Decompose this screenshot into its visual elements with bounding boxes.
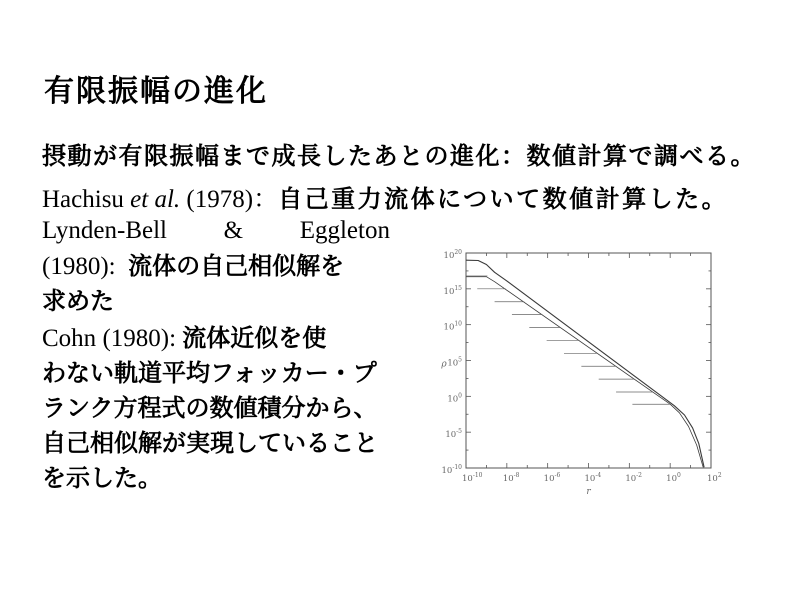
- svg-text:10-10: $10^{-10}$: [462, 472, 483, 484]
- svg-text:105: $10^5$: [447, 356, 462, 369]
- hachisu-line: [42, 179, 728, 215]
- lynden-name1: Lynden-Bell: [42, 217, 167, 244]
- svg-text:r: r: [586, 487, 591, 497]
- lynden-line-3: 求めた: [42, 287, 114, 315]
- svg-text:100: $10^0$: [447, 392, 462, 405]
- cohn-line-3: ランク方程式の数値積分から、: [42, 394, 378, 422]
- hachisu-etal: et al.: [130, 186, 181, 213]
- slide-title: 有限振幅の進化: [44, 74, 268, 109]
- hachisu-text: 自己重力流体について数値計算した。: [278, 185, 729, 213]
- svg-text:1015: $10^{15}$: [443, 284, 462, 297]
- cohn-jp1: 流体近似を使: [182, 324, 327, 352]
- svg-text:10-5: $10^{-5}$: [445, 428, 462, 441]
- lynden-year: (1980):: [42, 253, 116, 280]
- cohn-line-5: を示した。: [42, 464, 162, 492]
- lynden-line-2: [42, 252, 344, 281]
- lynden-authors-line: [42, 217, 390, 245]
- svg-text:10-6: $10^{-6}$: [543, 472, 561, 484]
- lynden-name2: Eggleton: [299, 217, 390, 244]
- svg-text:102: $10^2$: [707, 472, 722, 484]
- svg-text:100: $10^0$: [666, 472, 681, 484]
- hachisu-year: (1978)：: [186, 186, 279, 213]
- svg-text:1010: $10^{10}$: [443, 320, 462, 333]
- intro-line: 摂動が有限振幅まで成長したあとの進化：数値計算で調べる。: [42, 142, 756, 170]
- svg-text:1020: $10^{20}$: [443, 249, 462, 261]
- cohn-name: Cohn: [42, 325, 97, 352]
- svg-text:ρ: ρ: [441, 359, 447, 370]
- figure-plot-svg: [430, 236, 735, 508]
- figure-density-profiles: [430, 236, 735, 508]
- lynden-amp: &: [223, 217, 244, 244]
- svg-text:10-8: $10^{-8}$: [502, 472, 520, 484]
- hachisu-name: Hachisu: [42, 186, 124, 213]
- cohn-line-1: [42, 324, 326, 353]
- cohn-line-2: わない軌道平均フォッカー・プ: [42, 359, 377, 387]
- svg-text:10-10: $10^{-10}$: [441, 464, 462, 476]
- cohn-year: (1980):: [102, 325, 177, 352]
- svg-text:10-2: $10^{-2}$: [625, 472, 643, 484]
- cohn-line-4: 自己相似解が実現していること: [42, 429, 378, 457]
- lynden-jp1: 流体の自己相似解を: [128, 252, 345, 280]
- svg-text:10-4: $10^{-4}$: [584, 472, 602, 484]
